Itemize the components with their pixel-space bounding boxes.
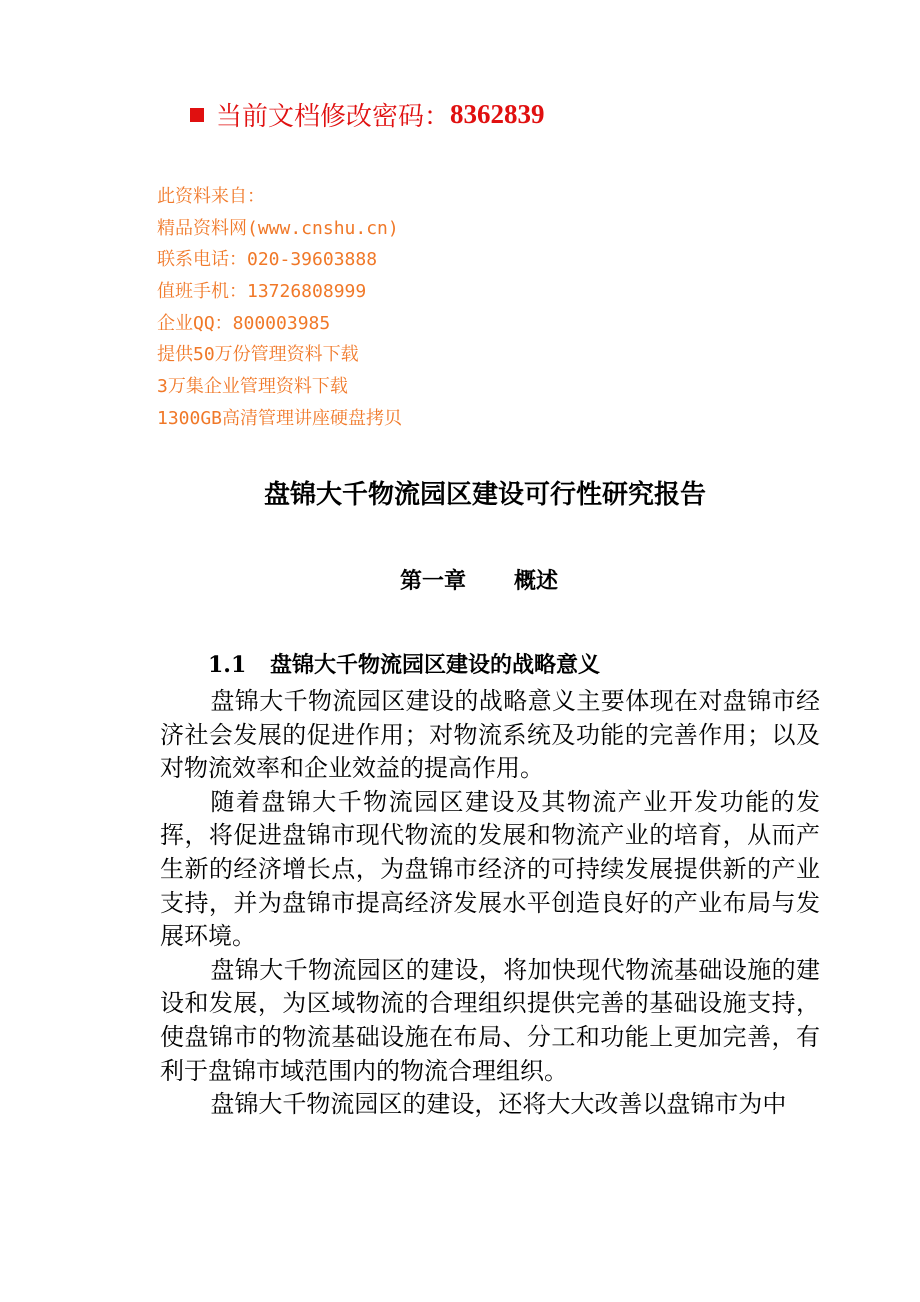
source-line: 联系电话：020-39603888	[157, 249, 378, 271]
source-info	[157, 181, 402, 435]
source-line: 提供50万份管理资料下载	[157, 344, 359, 366]
source-line: 精品资料网(www.cnshu.cn)	[157, 217, 399, 239]
chapter-number: 第一章	[400, 568, 467, 594]
body-text	[160, 685, 820, 1122]
red-square-bullet-icon	[190, 108, 204, 122]
password-label: 当前文档修改密码：	[216, 101, 451, 132]
password-notice	[190, 94, 545, 134]
chapter-heading	[400, 564, 558, 595]
source-line: 1300GB高清管理讲座硬盘拷贝	[157, 407, 403, 429]
source-line: 此资料来自：	[157, 186, 265, 207]
paragraph: 随着盘锦大千物流园区建设及其物流产业开发功能的发挥，将促进盘锦市现代物流的发展和物流产业的培育，从而产生新的经济增长点，为盘锦市经济的可持续发展提供新的产业支持，并为盘锦市提高经济发展水平创造良好的产业布局与发展环境。	[160, 787, 820, 951]
chapter-name: 概述	[514, 568, 559, 594]
source-line: 企业QQ：800003985	[157, 312, 331, 334]
document-title: 盘锦大千物流园区建设可行性研究报告	[263, 480, 706, 510]
source-line: 3万集企业管理资料下载	[157, 376, 348, 398]
paragraph: 盘锦大千物流园区建设的战略意义主要体现在对盘锦市经济社会发展的促进作用；对物流系统及功能的完善作用；以及对物流效率和企业效益的提高作用。	[160, 687, 820, 783]
paragraph: 盘锦大千物流园区的建设，将加快现代物流基础设施的建设和发展，为区域物流的合理组织提供完善的基础设施支持，使盘锦市的物流基础设施在布局、分工和功能上更加完善，有利于盘锦市域范围内的物流合理组织。	[160, 955, 820, 1085]
source-line: 值班手机：13726808999	[157, 281, 367, 303]
paragraph: 盘锦大千物流园区的建设，还将大大改善以盘锦市为中	[210, 1090, 787, 1119]
section-name: 盘锦大千物流园区建设的战略意义	[270, 652, 601, 678]
password-code: 8362839	[450, 98, 545, 129]
section-heading	[208, 648, 600, 679]
section-number: 1.1	[208, 652, 247, 678]
